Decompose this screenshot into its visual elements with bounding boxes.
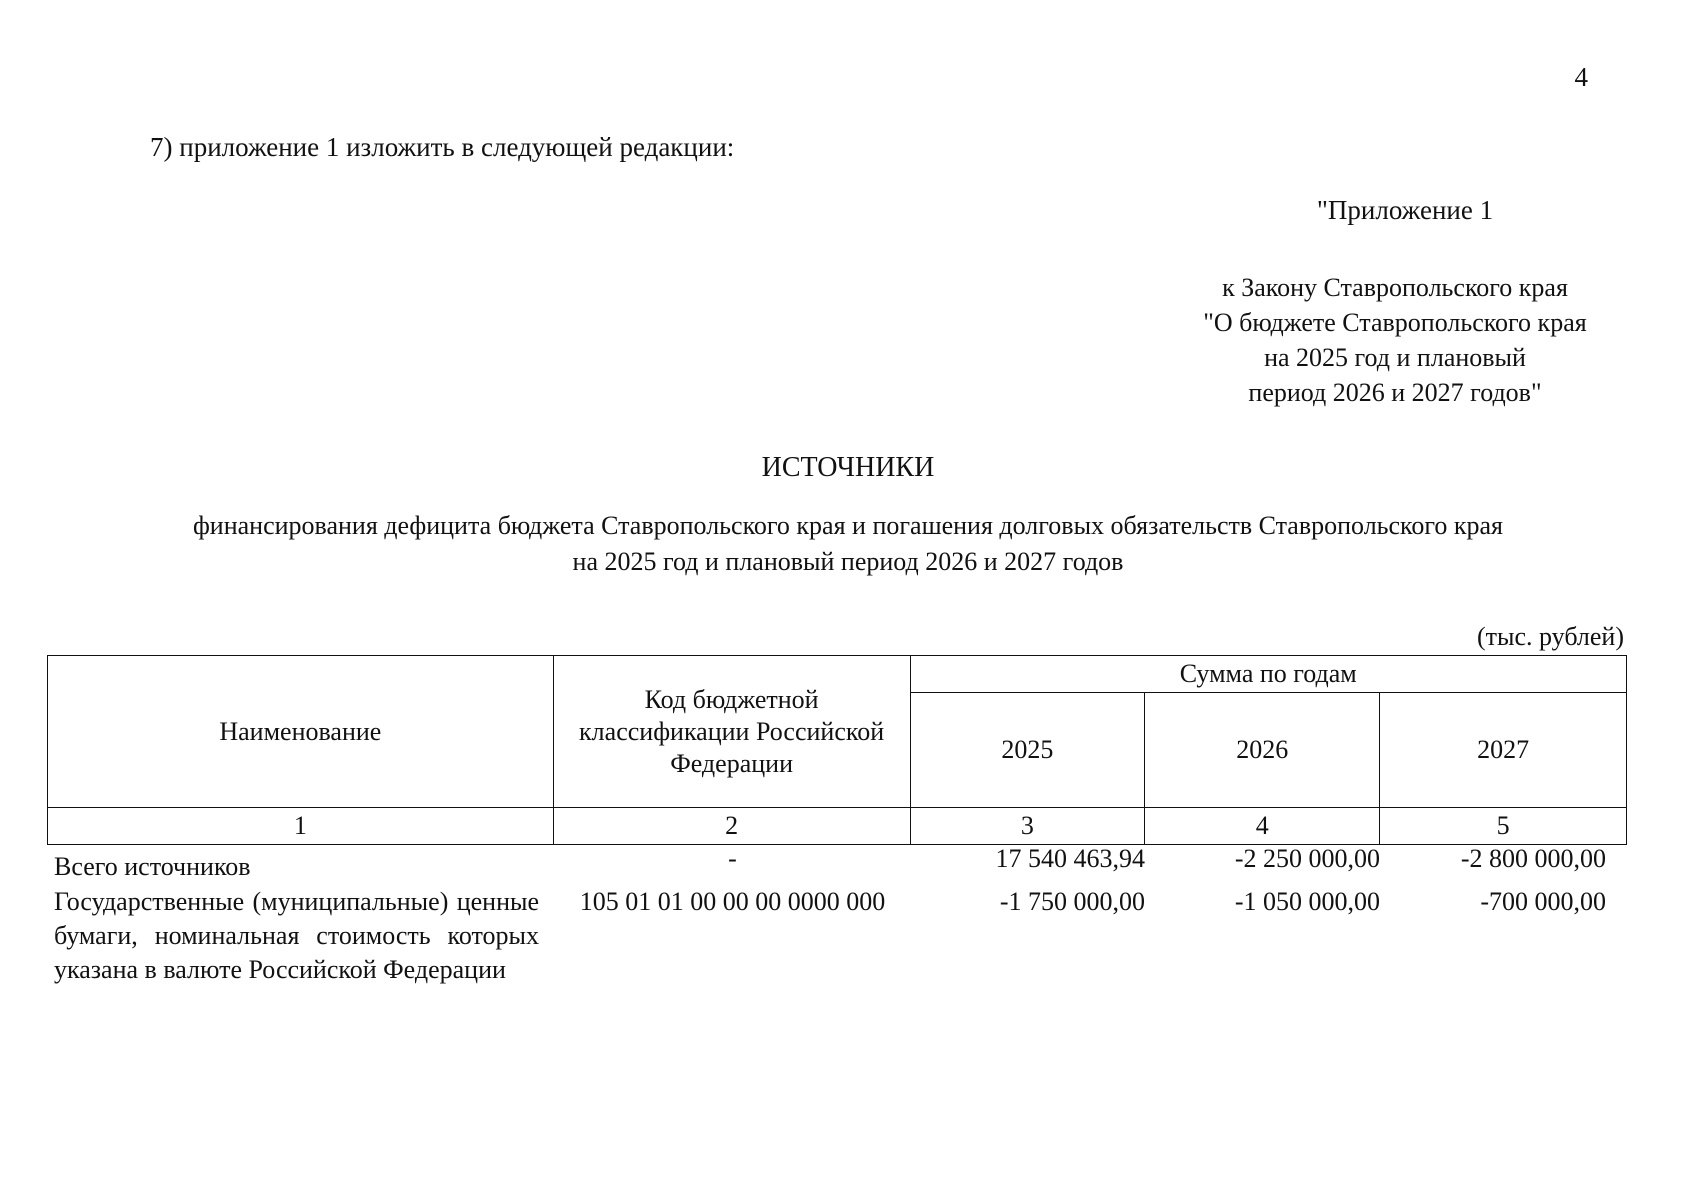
row-securities-code: 105 01 01 00 00 00 0000 000	[579, 887, 886, 916]
units-label: (тыс. рублей)	[1476, 622, 1624, 651]
column-number: 3	[910, 808, 1145, 845]
row-securities-2027: -700 000,00	[1480, 887, 1606, 916]
appendix-line: "О бюджете Ставропольского края	[1203, 308, 1587, 337]
document-heading: ИСТОЧНИКИ	[761, 452, 935, 483]
column-number: 5	[1380, 808, 1627, 845]
header-name: Наименование	[48, 656, 554, 808]
header-code: Код бюджетной классификации Российской Федерации	[553, 656, 910, 808]
row-total-name: Всего источников	[54, 852, 251, 881]
row-total-2027: -2 800 000,00	[1460, 844, 1606, 873]
header-year-2026: 2026	[1145, 693, 1380, 808]
row-securities-2025: -1 750 000,00	[999, 887, 1145, 916]
appendix-line: на 2025 год и плановый	[1264, 343, 1526, 372]
subheading-line: на 2025 год и плановый период 2026 и 2027 годов	[572, 547, 1124, 576]
budget-sources-table	[47, 655, 1627, 845]
column-number: 1	[48, 808, 554, 845]
column-number: 4	[1145, 808, 1380, 845]
appendix-line: к Закону Ставропольского края	[1222, 273, 1568, 302]
header-year-2027: 2027	[1380, 693, 1627, 808]
row-total-2026: -2 250 000,00	[1234, 844, 1380, 873]
subheading-line: финансирования дефицита бюджета Ставропольского края и погашения долговых обязательств Ставропольского края	[192, 511, 1504, 540]
column-number: 2	[553, 808, 910, 845]
row-securities-2026: -1 050 000,00	[1234, 887, 1380, 916]
row-total-code: -	[728, 844, 737, 873]
document-subheading	[0, 508, 1696, 580]
header-year-2025: 2025	[910, 693, 1145, 808]
appendix-reference	[1175, 270, 1615, 410]
amendment-instruction: 7) приложение 1 изложить в следующей редакции:	[150, 132, 735, 162]
row-securities-name: Государственные (муниципальные) ценные бумаги, номинальная стоимость которых указана в валюте Российской Федерации	[54, 887, 539, 984]
appendix-line: период 2026 и 2027 годов"	[1248, 378, 1542, 407]
row-total-2025: 17 540 463,94	[995, 844, 1145, 873]
page-number: 4	[1574, 62, 1588, 92]
header-sum-by-years: Сумма по годам	[910, 656, 1627, 693]
appendix-title: "Приложение 1	[1316, 195, 1494, 225]
